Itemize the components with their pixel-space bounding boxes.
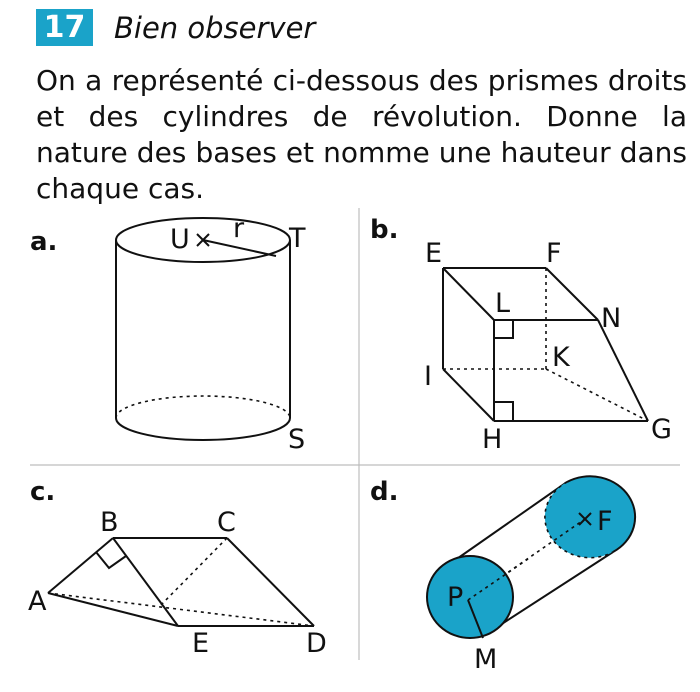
- figure-b-part-label: b.: [370, 215, 399, 245]
- edge-FN: [546, 268, 598, 320]
- hidden-edge-C-inner: [160, 538, 227, 606]
- label-B-c: B: [100, 507, 119, 538]
- edge-CD: [227, 538, 314, 626]
- label-r: r: [233, 213, 245, 244]
- figure-d-part-label: d.: [370, 477, 399, 507]
- cylinder-bottom-hidden-arc: [116, 396, 290, 418]
- label-S: S: [288, 424, 306, 455]
- hidden-edge-AD: [48, 593, 314, 626]
- edge-IH: [443, 369, 494, 421]
- label-D-c: D: [306, 628, 327, 659]
- hidden-edge-KG: [546, 369, 648, 421]
- edge-AB: [48, 538, 113, 593]
- right-angle-mark-L: [494, 320, 513, 338]
- near-base-disc: [427, 556, 513, 638]
- label-C-c: C: [217, 507, 236, 538]
- right-angle-mark-H: [494, 402, 513, 421]
- figure-c-part-label: c.: [30, 477, 56, 507]
- figure-b-prism: [370, 215, 672, 455]
- label-K: K: [552, 342, 570, 373]
- edge-NG: [598, 320, 648, 421]
- label-P: P: [447, 582, 464, 613]
- exercise-title: Bien observer: [114, 11, 316, 45]
- label-A-c: A: [28, 586, 47, 617]
- exercise-number-badge: 17: [36, 9, 93, 46]
- figure-a-part-label: a.: [30, 227, 58, 257]
- label-M: M: [474, 644, 498, 675]
- label-F-b: F: [546, 238, 562, 269]
- cylinder-bottom-visible-arc: [116, 418, 290, 440]
- right-angle-mark-B: [96, 552, 126, 568]
- label-I: I: [424, 361, 432, 392]
- label-E-b: E: [425, 238, 443, 269]
- label-E-c: E: [192, 628, 210, 659]
- figure-a-cylinder: [30, 213, 306, 455]
- label-U: U: [170, 224, 190, 255]
- exercise-statement: On a représenté ci-dessous des prismes droits et des cylindres de révolution. Donne la nature des bases et nomme une hauteur dans chaque cas.: [36, 64, 687, 205]
- label-H: H: [482, 424, 503, 455]
- figure-c-prism: [28, 477, 327, 659]
- label-L: L: [495, 288, 511, 319]
- label-G: G: [651, 414, 672, 445]
- figure-d-cylinder: [370, 476, 635, 675]
- label-T: T: [289, 223, 306, 254]
- label-F-d: F: [597, 506, 613, 537]
- edge-EL: [443, 268, 494, 320]
- label-N: N: [601, 303, 622, 334]
